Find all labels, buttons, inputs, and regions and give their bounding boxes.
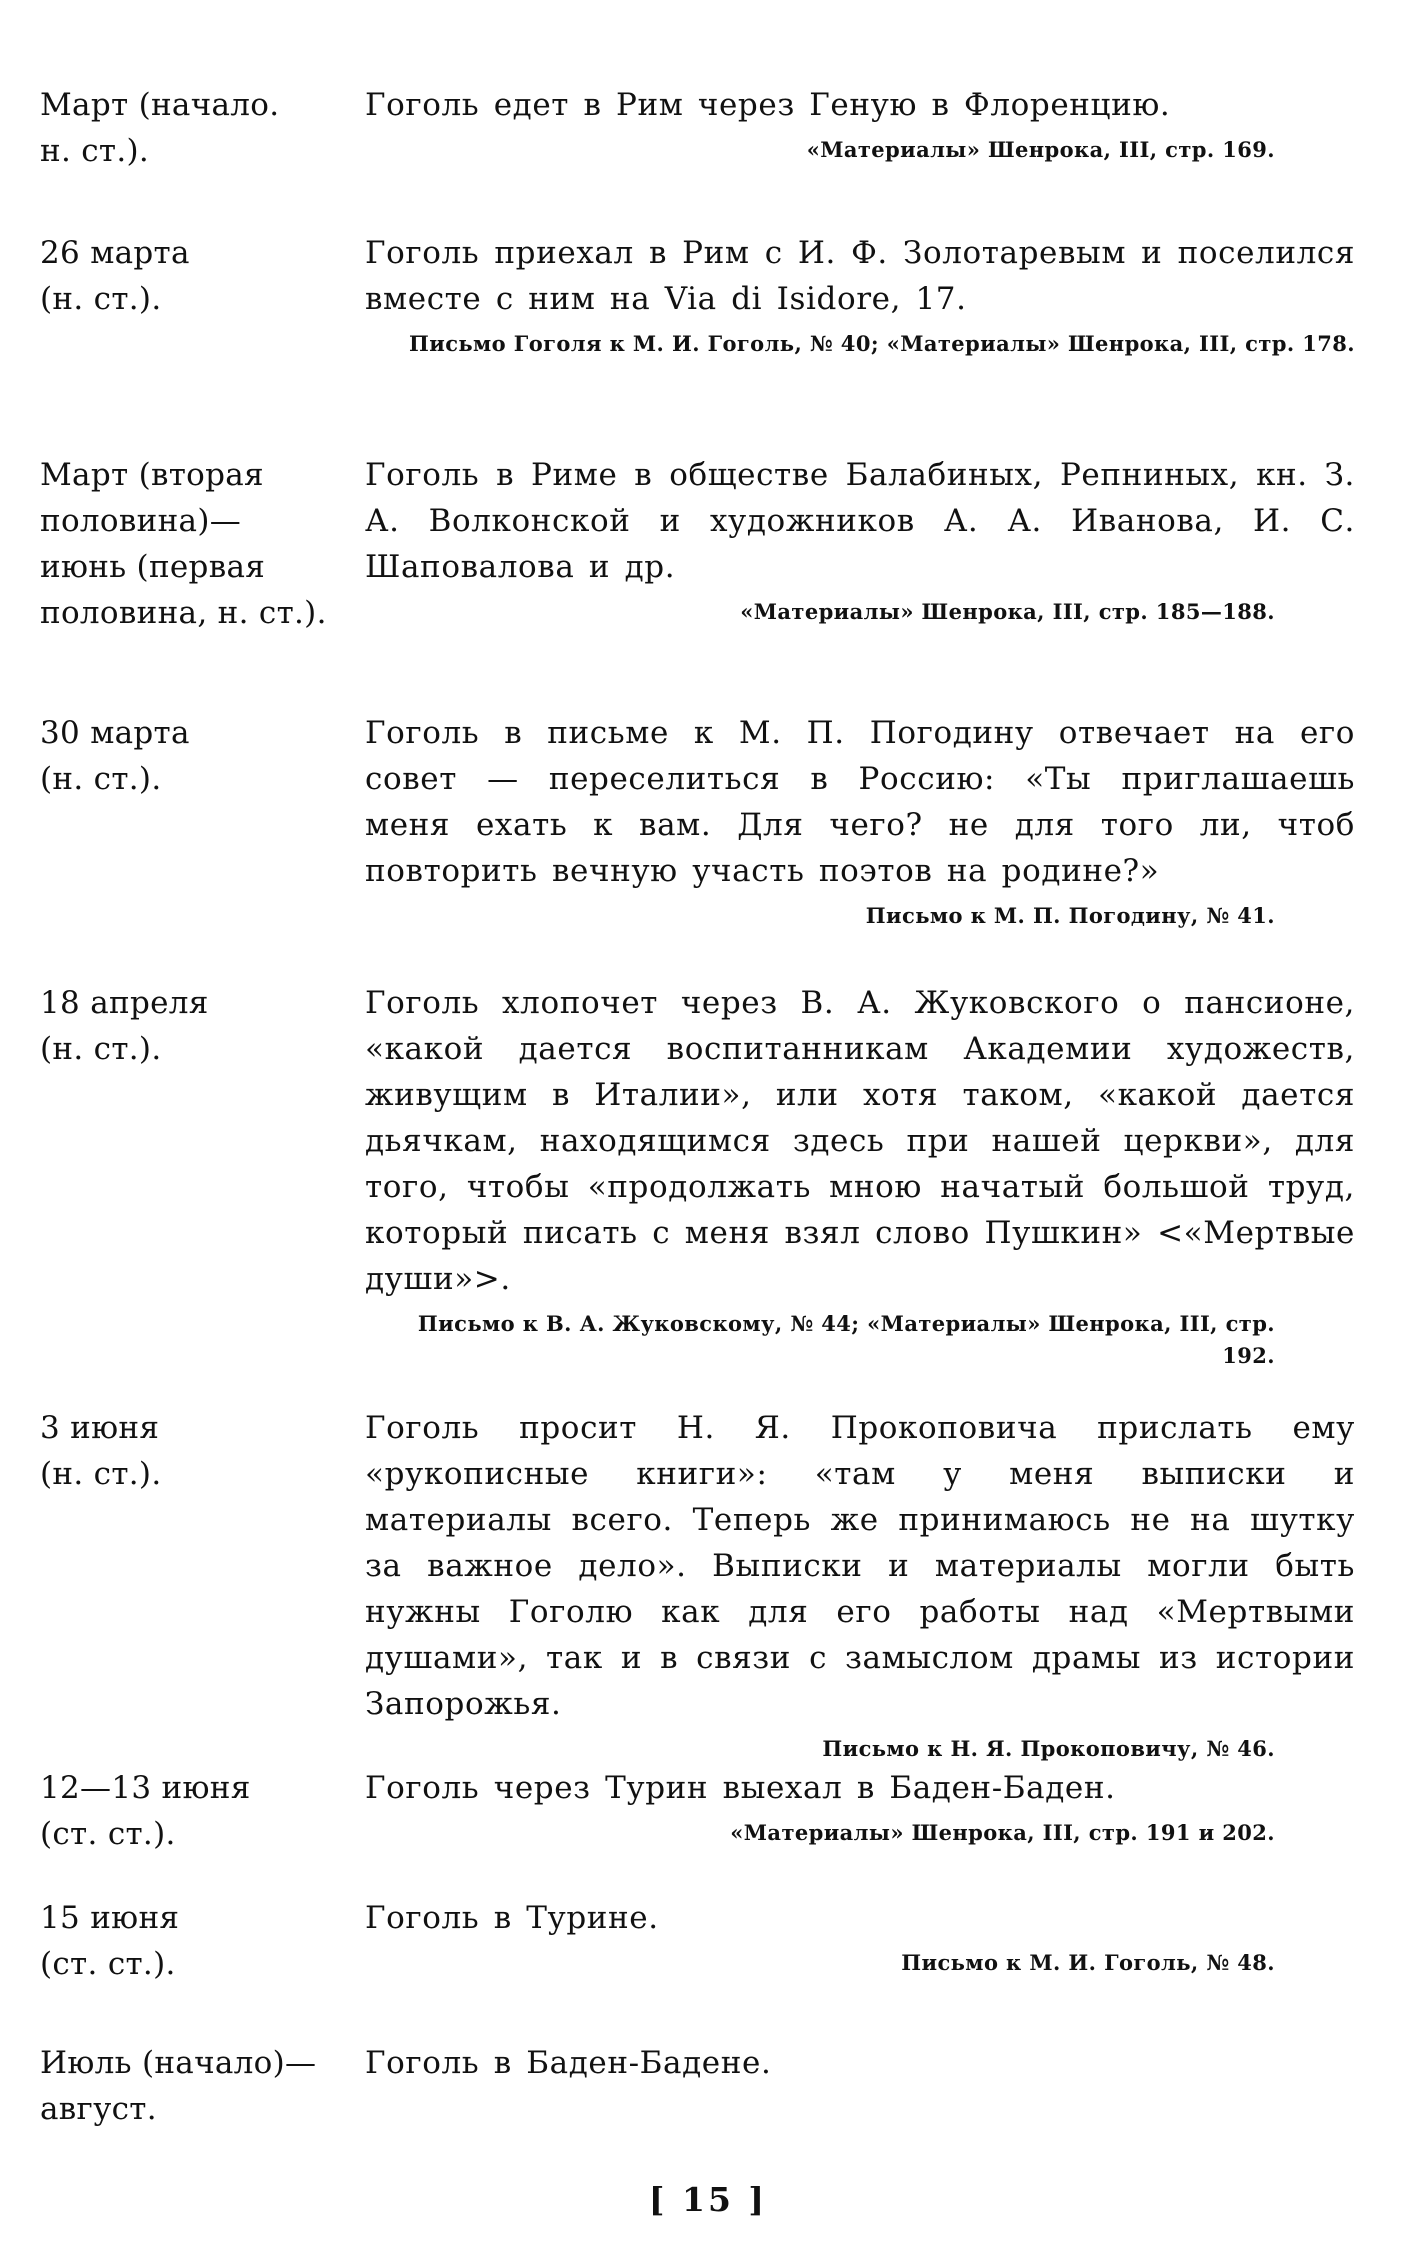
entry-content [365, 1765, 1355, 1849]
entry-content [365, 230, 1355, 360]
entry-content [365, 1405, 1355, 1765]
entry-text: Гоголь хлопочет через В. А. Жуковского о пансионе, «какой дается воспитанникам Академии художеств, живущим в Италии», или хотя таком, «какой дается дьячкам, находящимся здесь при нашей церкви», для того, чтобы «продолжать мною начатый большой труд, который писать с меня взял слово Пушкин» <«Мертвые души»>. [365, 985, 1355, 1297]
entry-source: Письмо Гоголя к М. И. Гоголь, № 40; «Материалы» Шенрока, III, стр. 178. [408, 331, 1355, 356]
entry-content [365, 452, 1355, 628]
entry-text: Гоголь в Риме в обществе Балабиных, Репниных, кн. З. А. Волконской и художников А. А. Иванова, И. С. Шаповалова и др. [365, 457, 1355, 585]
entry-text: Гоголь едет в Рим через Геную в Флоренцию. [365, 87, 1171, 123]
entry-text: Гоголь просит Н. Я. Прокоповича прислать ему «рукописные книги»: «там у меня выписки и материалы всего. Теперь же принимаюсь не на шутку за важное дело». Выписки и материалы могли быть нужны Гоголю как для его работы над «Мертвыми душами», так и в связи с замыслом драмы из истории Запорожья. [365, 1410, 1355, 1722]
entry-date: 26 марта (н. ст.). [40, 235, 190, 317]
entry-date: 18 апреля (н. ст.). [40, 985, 209, 1067]
page-number: [ 15 ] [648, 2180, 768, 2219]
entry-text: Гоголь через Турин выехал в Баден-Баден. [365, 1770, 1116, 1806]
entry-content [365, 82, 1355, 166]
entry-source: «Материалы» Шенрока, III, стр. 169. [806, 137, 1275, 162]
entry-source: Письмо к В. А. Жуковскому, № 44; «Материалы» Шенрока, III, стр. 192. [417, 1311, 1275, 1368]
entry-source: Письмо к Н. Я. Прокоповичу, № 46. [822, 1736, 1275, 1761]
entry-text: Гоголь в Баден-Бадене. [365, 2045, 772, 2081]
entry-text: Гоголь приехал в Рим с И. Ф. Золотаревым и поселился вместе с ним на Via di Isidore, 17. [365, 235, 1355, 317]
entry-date: Март (вторая половина)— июнь (первая половина, н. ст.). [40, 457, 327, 631]
entry-date: 15 июня (ст. ст.). [40, 1900, 180, 1982]
entry-date: 12—13 июня (ст. ст.). [40, 1770, 251, 1852]
entry-date: 30 марта (н. ст.). [40, 715, 190, 797]
entry-source: «Материалы» Шенрока, III, стр. 191 и 202. [730, 1820, 1275, 1845]
entry-content [365, 980, 1355, 1372]
entry-text: Гоголь в письме к М. П. Погодину отвечает на его совет — переселиться в Россию: «Ты приглашаешь меня ехать к вам. Для чего? не для того ли, чтоб повторить вечную участь поэтов на родине?» [365, 715, 1355, 889]
entry-content [365, 1895, 1355, 1979]
entry-date: Март (начало. н. ст.). [40, 87, 280, 169]
entry-content [365, 710, 1355, 932]
entry-source: «Материалы» Шенрока, III, стр. 185—188. [740, 599, 1275, 624]
entry-content [365, 2040, 1355, 2086]
entry-text: Гоголь в Турине. [365, 1900, 659, 1936]
entry-date: Июль (начало)— август. [40, 2045, 317, 2127]
entry-date: 3 июня (н. ст.). [40, 1410, 162, 1492]
entry-source: Письмо к М. И. Гоголь, № 48. [901, 1950, 1275, 1975]
entry-source: Письмо к М. П. Погодину, № 41. [865, 903, 1275, 928]
